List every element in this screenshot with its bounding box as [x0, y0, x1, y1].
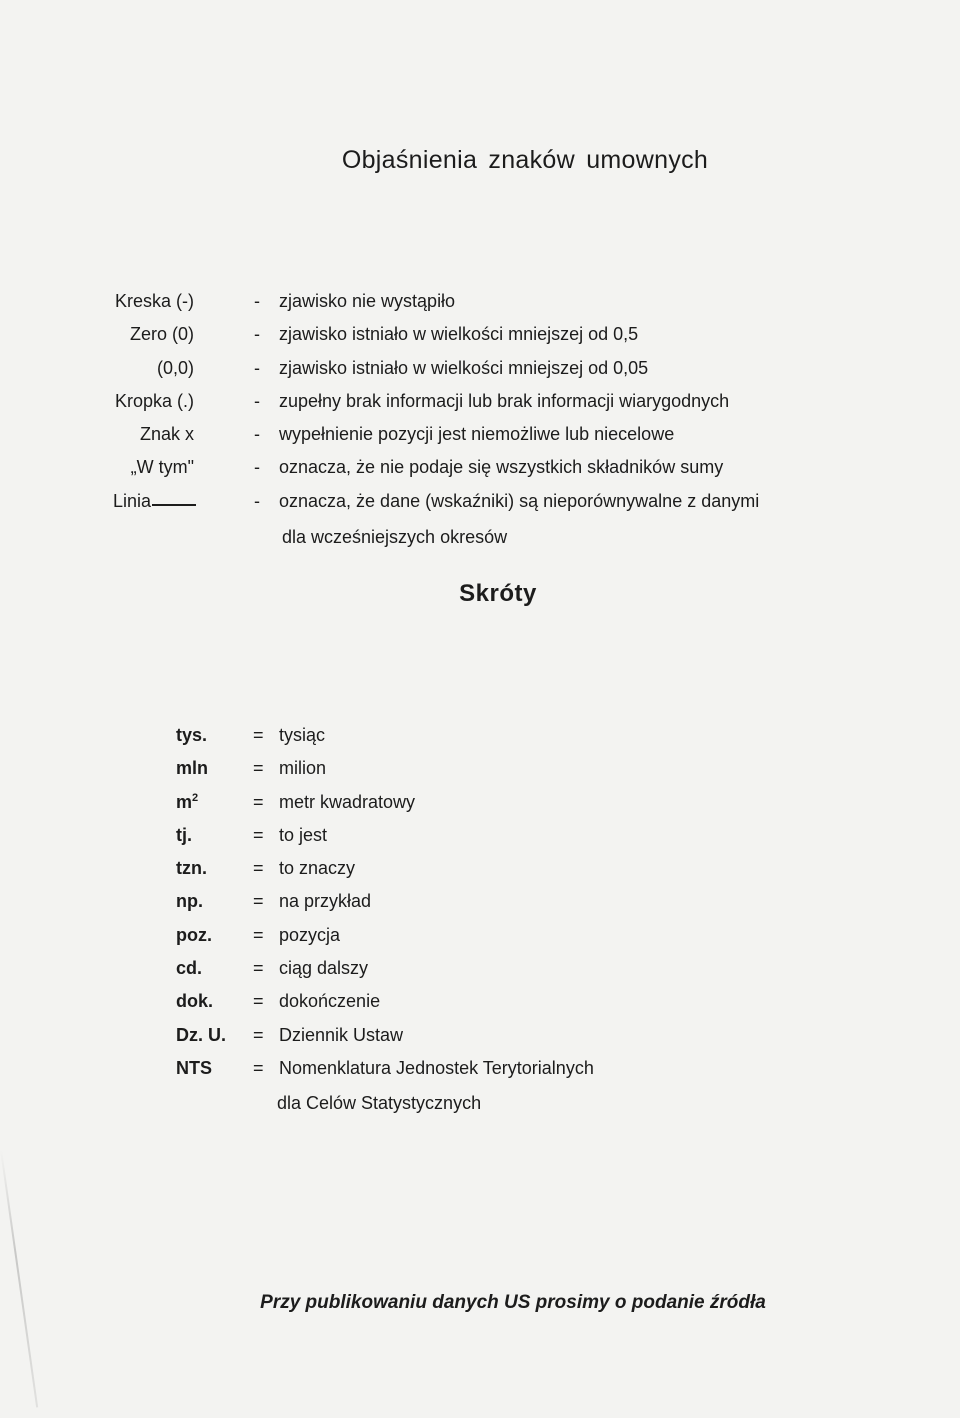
symbol-row-kreska [0, 291, 960, 324]
symbol-term: Znak x [139, 424, 194, 445]
abbreviations-heading: Skróty [459, 580, 537, 607]
line-symbol [152, 504, 196, 506]
symbol-definition-continuation: dla wcześniejszych okresów [282, 527, 508, 547]
symbol-dash: - [254, 457, 260, 478]
symbol-row-zero [0, 324, 960, 357]
abbreviation-term: tys. [176, 725, 208, 745]
abbreviation-term: poz. [176, 924, 212, 945]
abbreviation-row [0, 1058, 960, 1091]
symbol-row-znak-x [0, 424, 960, 457]
abbreviation-term: np. [176, 891, 203, 912]
abbreviation-term: tj. [176, 824, 192, 845]
symbol-term: Kropka (.) [114, 390, 194, 411]
abbreviation-definition: tysiąc [279, 725, 326, 745]
abbreviation-definition: dokończenie [279, 991, 381, 1012]
symbol-term: „W tym" [130, 457, 194, 478]
abbreviation-definition: na przykład [279, 891, 372, 912]
equals-sign: = [253, 758, 264, 779]
symbol-definition: zupełny brak informacji lub brak informacji wiarygodnych [279, 390, 730, 411]
equals-sign: = [253, 891, 264, 912]
symbol-definition: oznacza, że dane (wskaźniki) są nieporównywalne z danymi [279, 490, 760, 511]
symbol-dash: - [254, 291, 260, 311]
symbols-list [0, 291, 960, 524]
symbol-definition: zjawisko istniało w wielkości mniejszej od 0,05 [279, 357, 649, 378]
symbol-term: Zero (0) [129, 324, 194, 345]
abbreviation-definition: milion [279, 758, 327, 779]
symbol-definition: wypełnienie pozycji jest niemożliwe lub niecelowe [279, 424, 675, 445]
symbol-dash: - [254, 490, 260, 511]
equals-sign: = [253, 1057, 264, 1078]
symbol-dash: - [254, 390, 260, 411]
abbreviation-term: tzn. [176, 858, 207, 879]
superscript: 2 [192, 791, 199, 804]
abbreviation-row [0, 891, 960, 924]
abbreviation-row [0, 792, 960, 825]
symbol-row-zero-decimal [0, 358, 960, 391]
abbreviation-term: NTS [176, 1057, 212, 1078]
equals-sign: = [253, 824, 264, 845]
equals-sign: = [253, 991, 264, 1012]
symbol-row-w-tym [0, 457, 960, 490]
abbreviation-row [0, 858, 960, 891]
symbol-dash: - [254, 424, 260, 445]
symbol-term: Linia [113, 490, 152, 511]
abbreviation-term: cd. [176, 958, 203, 979]
abbreviation-row [0, 991, 960, 1024]
page-title: Objaśnienia znaków umownych [341, 146, 709, 174]
scan-artifact [0, 1150, 38, 1408]
equals-sign: = [253, 858, 264, 879]
abbreviation-row [0, 925, 960, 958]
abbreviation-definition: to jest [279, 824, 328, 845]
abbreviation-definition: Dziennik Ustaw [279, 1024, 404, 1045]
symbol-term-linia [113, 491, 196, 512]
symbol-row-linia [0, 491, 960, 524]
equals-sign: = [253, 791, 264, 812]
footer-note: Przy publikowaniu danych US prosimy o podanie źródła [260, 1292, 766, 1313]
equals-sign: = [253, 958, 264, 979]
abbreviations-list [0, 725, 960, 1091]
equals-sign: = [253, 924, 264, 945]
abbreviation-definition: Nomenklatura Jednostek Terytorialnych [279, 1057, 594, 1078]
symbol-term: Kreska (-) [114, 291, 194, 311]
abbreviation-row [0, 825, 960, 858]
equals-sign: = [253, 1024, 264, 1045]
symbol-dash: - [254, 357, 260, 378]
symbol-definition: oznacza, że nie podaje się wszystkich składników sumy [279, 457, 724, 478]
abbreviation-term: Dz. U. [176, 1024, 227, 1045]
abbreviation-row [0, 1025, 960, 1058]
abbreviation-row [0, 758, 960, 791]
symbol-row-kropka [0, 391, 960, 424]
abbreviation-definition: ciąg dalszy [279, 958, 369, 979]
abbreviation-term [176, 792, 198, 813]
symbol-term: (0,0) [156, 357, 194, 378]
abbreviation-term: dok. [176, 991, 214, 1012]
abbreviation-definition: pozycja [279, 924, 341, 945]
abbreviation-term: mln [176, 758, 209, 779]
symbol-definition: zjawisko nie wystąpiło [279, 291, 456, 311]
abbreviation-definition: metr kwadratowy [279, 791, 416, 812]
abbreviation-definition: to znaczy [279, 858, 356, 879]
equals-sign: = [253, 725, 264, 745]
symbol-dash: - [254, 324, 260, 345]
symbol-definition: zjawisko istniało w wielkości mniejszej od 0,5 [279, 324, 639, 345]
abbreviation-row [0, 725, 960, 758]
abbreviation-row [0, 958, 960, 991]
abbreviation-term-base: m [176, 791, 193, 812]
abbreviation-definition-continuation: dla Celów Statystycznych [277, 1093, 482, 1113]
